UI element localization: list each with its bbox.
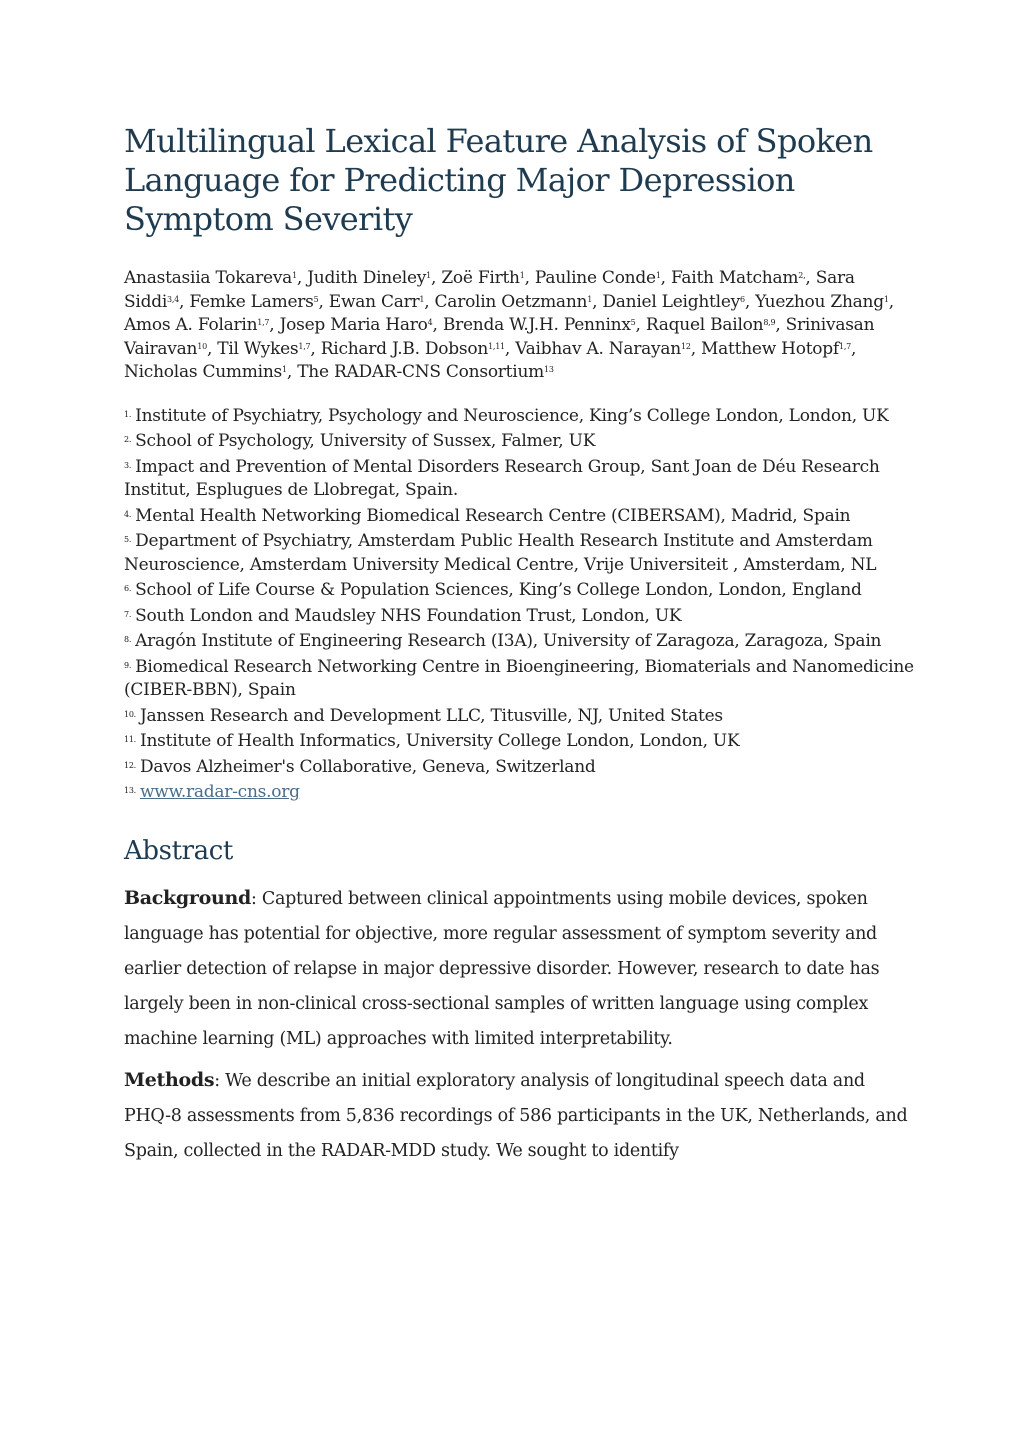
affiliation-text: Department of Psychiatry, Amsterdam Public Health Research Institute and Amsterdam Neuroscience, Amsterdam University Medical Centre, Vrije Universiteit , Amsterdam, NL xyxy=(124,531,877,575)
affiliation-text: School of Life Course & Population Sciences, King’s College London, London, England xyxy=(135,580,862,601)
author-affiliation-marker: 1 xyxy=(883,294,889,304)
affiliation-item xyxy=(124,603,914,629)
affiliation-text: South London and Maudsley NHS Foundation Trust, London, UK xyxy=(135,605,682,626)
author-affiliation-marker: 2, xyxy=(798,271,806,280)
affiliation-text: Impact and Prevention of Mental Disorders Research Group, Sant Joan de Déu Research Institut, Esplugues de Llobregat, Spain. xyxy=(124,456,880,501)
affiliation-item xyxy=(124,703,914,729)
author-name: Sara Siddi xyxy=(124,268,855,312)
author-affiliation-marker: 1,7 xyxy=(838,341,851,351)
affiliation-text: Mental Health Networking Biomedical Research Centre (CIBERSAM), Madrid, Spain xyxy=(135,505,851,526)
affiliation-item xyxy=(124,654,914,703)
author-name: Daniel Leightley xyxy=(602,291,740,312)
methods-label: Methods xyxy=(124,1068,215,1091)
affiliation-list xyxy=(124,403,914,805)
affiliation-item xyxy=(124,577,914,603)
author-name: Faith Matcham xyxy=(670,268,799,288)
author-name: Nicholas Cummins xyxy=(124,362,283,383)
affiliation-number: 7. xyxy=(124,609,132,619)
author-name: Richard J.B. Dobson xyxy=(320,338,489,359)
affiliation-text: Davos Alzheimer's Collaborative, Geneva, Switzerland xyxy=(139,756,596,777)
author-name: Yuezhou Zhang xyxy=(755,291,884,312)
affiliation-text: Biomedical Research Networking Centre in Bioengineering, Biomaterials and Nanomedicine (CIBER-BBN), Spain xyxy=(124,656,914,701)
author-name: Judith Dineley xyxy=(307,268,427,288)
abstract-methods xyxy=(124,1063,914,1169)
author-name: Matthew Hotopf xyxy=(701,338,839,359)
author-name: Femke Lamers xyxy=(189,291,314,312)
author-name: Pauline Conde xyxy=(534,268,656,288)
affiliation-number: 8. xyxy=(124,635,132,645)
author-affiliation-marker: 1 xyxy=(426,271,432,280)
affiliation-number: 5. xyxy=(124,535,132,545)
background-label: Background xyxy=(124,886,251,909)
affiliation-number: 1. xyxy=(124,409,132,419)
author-name: Anastasiia Tokareva xyxy=(124,268,293,288)
author-name: Josep Maria Haro xyxy=(279,315,428,336)
affiliation-number: 2. xyxy=(124,435,132,445)
affiliation-item xyxy=(124,503,914,529)
affiliation-number: 11. xyxy=(124,735,136,745)
affiliation-number: 13. xyxy=(124,786,136,796)
author-name: The RADAR-CNS Consortium xyxy=(297,362,545,383)
affiliation-item xyxy=(124,403,914,429)
affiliation-item xyxy=(124,628,914,654)
author-name: Brenda W.J.H. Penninx xyxy=(442,315,631,336)
author-affiliation-marker: 1 xyxy=(655,271,661,280)
paper-page xyxy=(124,122,914,1175)
author-affiliation-marker: 1 xyxy=(587,294,593,304)
abstract-heading: Abstract xyxy=(124,835,233,866)
affiliation-item xyxy=(124,728,914,754)
methods-text: : We describe an initial exploratory analysis of longitudinal speech data and PHQ-8 assessments from 5,836 recordings of 586 participants in the UK, Netherlands, and Spain, collected in the RADAR-MDD study. We sought to identify xyxy=(124,1070,908,1161)
author-affiliation-marker: 1,11 xyxy=(488,341,505,351)
author-affiliation-marker: 6 xyxy=(739,294,745,304)
affiliation-number: 12. xyxy=(124,760,136,770)
author-name: Amos A. Folarin xyxy=(124,315,258,336)
background-text: : Captured between clinical appointments using mobile devices, spoken language has potential for objective, more regular assessment of symptom severity and earlier detection of relapse in major depressive disorder. However, research to date has largely been in non-clinical cross-sectional samples of written language using complex machine learning (ML) approaches with limited interpretability. xyxy=(124,888,880,1049)
author-affiliation-marker: 5 xyxy=(313,294,319,304)
author-affiliation-marker: 5 xyxy=(630,318,636,328)
author-name: Vaibhav A. Narayan xyxy=(515,338,681,359)
affiliation-number: 3. xyxy=(124,460,132,470)
author-affiliation-marker: 12 xyxy=(681,341,691,351)
author-affiliation-marker: 1 xyxy=(519,271,525,280)
abstract-background xyxy=(124,881,914,1057)
author-affiliation-marker: 10 xyxy=(197,341,207,351)
affiliation-text: School of Psychology, University of Sussex, Falmer, UK xyxy=(135,431,596,452)
author-name: Ewan Carr xyxy=(328,291,420,312)
author-affiliation-marker: 1,7 xyxy=(298,341,311,351)
affiliation-number: 4. xyxy=(124,509,132,519)
affiliation-item xyxy=(124,454,914,503)
affiliation-item xyxy=(124,528,914,577)
author-affiliation-marker: 1,7 xyxy=(257,318,270,328)
affiliation-text: Janssen Research and Development LLC, Titusville, NJ, United States xyxy=(139,705,723,726)
author-name: Zoë Firth xyxy=(441,268,520,288)
author-name: Srinivasan Vairavan xyxy=(124,315,875,359)
affiliation-item xyxy=(124,428,914,454)
affiliation-text: Aragón Institute of Engineering Research (I3A), University of Zaragoza, Zaragoza, Spain xyxy=(135,631,882,652)
author-name: Til Wykes xyxy=(217,338,299,359)
affiliation-number: 6. xyxy=(124,584,132,594)
affiliation-item xyxy=(124,779,914,805)
affiliation-text: Institute of Psychiatry, Psychology and Neuroscience, King’s College London, London, UK xyxy=(135,405,889,426)
radar-cns-link[interactable]: www.radar-cns.org xyxy=(139,782,300,803)
affiliation-number: 10. xyxy=(124,709,136,719)
author-affiliation-marker: 8,9 xyxy=(763,318,776,328)
author-name: Raquel Bailon xyxy=(645,315,764,336)
author-affiliation-marker: 4 xyxy=(427,318,433,328)
author-affiliation-marker: 3,4 xyxy=(167,294,180,304)
affiliation-text: Institute of Health Informatics, University College London, London, UK xyxy=(139,731,740,752)
author-affiliation-marker: 13 xyxy=(544,365,554,375)
paper-title: Multilingual Lexical Feature Analysis of Spoken Language for Predicting Major Depression Symptom Severity xyxy=(124,122,873,238)
affiliation-number: 9. xyxy=(124,660,132,670)
author-name: Carolin Oetzmann xyxy=(434,291,588,312)
author-affiliation-marker: 1 xyxy=(419,294,425,304)
author-affiliation-marker: 1 xyxy=(292,271,297,280)
author-affiliation-marker: 1 xyxy=(282,365,287,375)
author-list: Anastasiia Tokareva$^1$, Judith Dineley$^1$, Zoë Firth$^1$, Pauline Conde$^1$, Faith Matcham$^{2,}$, Sara Siddi$^{3,4}$, Femke Lamers$^5$, Ewan Carr$^1$, Carolin Oetzmann$^1$, Daniel Leightley$^6$, Yuezhou Zhang$^1$, Amos A. Folarin$^{1,7}$, Josep Maria Haro$^4$, Brenda W.J.H. Penninx$^5$, Raquel Bailon$^{8,9}$, Srinivasan Vairavan$^{10}$, Til Wykes$^{1,7}$, Richard J.B. Dobson$^{1,11}$, Vaibhav A. Narayan$^{12}$, Matthew Hotopf$^{1,7}$, Nicholas Cummins$^1$, The RADAR-CNS Consortium$^{13}$ xyxy=(124,268,894,383)
affiliation-item xyxy=(124,754,914,780)
